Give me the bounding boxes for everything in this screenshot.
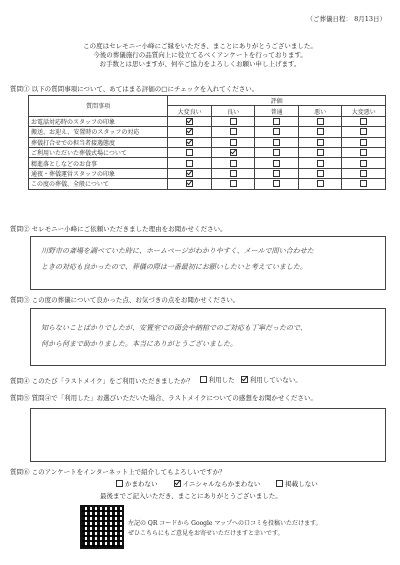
rating-cell: [211, 137, 255, 147]
option-allow[interactable]: [116, 479, 158, 488]
qr-note-line: ぜひこちらにもご意見をお寄せいただけますと幸いです。: [128, 530, 284, 537]
header-rating: 評価: [168, 96, 386, 106]
checkbox[interactable]: [273, 128, 280, 135]
funeral-date: （ご葬儀日程： 8月13日）: [306, 15, 386, 23]
checkbox[interactable]: [273, 118, 280, 125]
qr-code[interactable]: [80, 505, 124, 549]
option-label: 掲載しない: [285, 480, 318, 488]
qr-note: [128, 519, 322, 539]
checkbox[interactable]: [230, 128, 237, 135]
checkbox[interactable]: [317, 139, 324, 146]
rating-cell: [255, 158, 299, 168]
answer-box-q3[interactable]: [30, 308, 386, 366]
rating-cell: [168, 116, 212, 126]
rating-cell: [211, 147, 255, 157]
rating-cell: [168, 147, 212, 157]
handwritten-answer-line: 川野市の斎場を調べていた時に、ホームページがわかりやすく、メールで問い合わせた: [41, 247, 314, 255]
rating-table: [28, 95, 386, 190]
checkbox[interactable]: [230, 160, 237, 167]
checkbox[interactable]: [360, 118, 367, 125]
question-item: この度の葬儀、全般について: [29, 179, 168, 189]
header-item: 質問事項: [29, 96, 168, 117]
checkbox-checked[interactable]: [186, 170, 193, 177]
rating-cell: [342, 158, 386, 168]
checkbox-checked[interactable]: [230, 149, 237, 156]
qr-note-line: 左記の QR コードから Google マップへの口コミを投稿いただけます。: [128, 520, 322, 527]
rating-cell: [298, 158, 342, 168]
intro-line: この度はセレモニー小峰にご縁をいただき、まことにありがとうございました。: [83, 42, 317, 50]
checkbox[interactable]: [360, 139, 367, 146]
question-4-label: 質問④ このたび「ラストメイク」をご利用いただきましたか？: [10, 377, 194, 385]
question-5-label: 質問⑤ 質問④で「利用した」お選びいただいた場合、ラストメイクについての感想をお聞かせください。: [10, 394, 317, 402]
question-2-label: 質問② セレモニー小峰にご依頼いただきました理由をお聞かせください。: [10, 225, 227, 233]
checkbox[interactable]: [317, 128, 324, 135]
rating-cell: [168, 137, 212, 147]
option-label: 利用していない。: [249, 376, 302, 384]
intro-text: [0, 42, 400, 69]
handwritten-answer-line: 知らないことばかりでしたが、安置室での面会や納棺でのご対応も丁寧だったので、: [41, 324, 307, 332]
checkbox[interactable]: [230, 180, 237, 187]
handwritten-answer-line: 何から何まで助かりました。本当にありがとうございました。: [41, 340, 237, 348]
checkbox[interactable]: [317, 160, 324, 167]
rating-cell: [211, 158, 255, 168]
rating-cell: [168, 127, 212, 137]
question-item: お電話対応時のスタッフの印象: [29, 116, 168, 126]
checkbox[interactable]: [317, 118, 324, 125]
rating-cell: [168, 179, 212, 189]
checkbox[interactable]: [360, 170, 367, 177]
rating-cell: [342, 116, 386, 126]
checkbox-checked[interactable]: [186, 118, 193, 125]
question-6-options: [112, 479, 318, 489]
answer-box-q5[interactable]: [30, 408, 386, 462]
checkbox[interactable]: [360, 180, 367, 187]
rating-cell: [298, 127, 342, 137]
rating-cell: [168, 168, 212, 178]
question-item: ご利用いただいた葬儀式場について: [29, 147, 168, 157]
option-no-post[interactable]: [276, 479, 318, 488]
question-item: 精進落としなどのお食事: [29, 158, 168, 168]
rating-cell: [211, 179, 255, 189]
checkbox[interactable]: [186, 149, 193, 156]
table-row: [29, 168, 386, 178]
rating-cell: [298, 137, 342, 147]
rating-cell: [298, 116, 342, 126]
checkbox[interactable]: [116, 480, 123, 487]
table-row: [29, 179, 386, 189]
rating-cell: [342, 137, 386, 147]
thanks-message: 最後までご記入いただき、まことにありがとうございました。: [100, 492, 282, 500]
checkbox-checked[interactable]: [174, 480, 181, 487]
rating-cell: [255, 137, 299, 147]
question-item: 通夜・葬儀運営スタッフの印象: [29, 168, 168, 178]
intro-line: 今後の葬儀施行の品質向上に役立てるべくアンケートを行っております。: [93, 51, 307, 59]
checkbox-checked[interactable]: [241, 376, 248, 383]
rating-cell: [342, 147, 386, 157]
checkbox-checked[interactable]: [186, 128, 193, 135]
rating-cell: [342, 179, 386, 189]
checkbox[interactable]: [360, 149, 367, 156]
question-3-label: 質問③ この度の葬儀について良かった点、お気づきの点をお聞かせください。: [10, 296, 240, 304]
checkbox[interactable]: [317, 149, 324, 156]
rating-column-header: 良い: [211, 106, 255, 116]
rating-column-header: 悪い: [298, 106, 342, 116]
intro-line: お手数とは思いますが、何卒ご協力をよろしくお願い申し上げます。: [99, 60, 301, 68]
rating-cell: [168, 158, 212, 168]
option-not-used[interactable]: [241, 375, 302, 384]
checkbox[interactable]: [273, 160, 280, 167]
rating-cell: [211, 127, 255, 137]
rating-cell: [255, 127, 299, 137]
checkbox[interactable]: [360, 128, 367, 135]
option-label: かまわない: [125, 480, 158, 488]
checkbox[interactable]: [230, 139, 237, 146]
rating-column-header: 大変良い: [168, 106, 212, 116]
checkbox[interactable]: [186, 160, 193, 167]
rating-cell: [255, 179, 299, 189]
question-item: 葬儀打合せでの担当者接遇態度: [29, 137, 168, 147]
table-row: [29, 127, 386, 137]
option-used[interactable]: [200, 375, 235, 384]
checkbox-checked[interactable]: [186, 139, 193, 146]
table-row: [29, 137, 386, 147]
answer-box-q2[interactable]: [30, 236, 386, 290]
rating-cell: [211, 168, 255, 178]
rating-cell: [342, 168, 386, 178]
table-row: [29, 116, 386, 126]
checkbox[interactable]: [273, 139, 280, 146]
table-row: [29, 158, 386, 168]
rating-cell: [298, 147, 342, 157]
checkbox[interactable]: [360, 160, 367, 167]
checkbox[interactable]: [230, 118, 237, 125]
rating-column-header: 大変悪い: [342, 106, 386, 116]
checkbox[interactable]: [317, 170, 324, 177]
rating-cell: [211, 116, 255, 126]
question-1-label: 質問① 以下の質問事項について、あてはまる評価の□にチェックを入れてください。: [10, 85, 259, 93]
checkbox[interactable]: [200, 376, 207, 383]
checkbox[interactable]: [273, 170, 280, 177]
checkbox[interactable]: [230, 170, 237, 177]
option-label: イニシャルならかまわない: [182, 480, 261, 488]
rating-cell: [255, 168, 299, 178]
rating-column-header: 普通: [255, 106, 299, 116]
question-4-row: [10, 375, 302, 385]
rating-cell: [298, 179, 342, 189]
option-label: 利用した: [208, 376, 235, 384]
table-row: [29, 147, 386, 157]
checkbox[interactable]: [276, 480, 283, 487]
question-item: 搬送、お迎え、安置時のスタッフの対応: [29, 127, 168, 137]
rating-cell: [342, 127, 386, 137]
checkbox[interactable]: [317, 180, 324, 187]
handwritten-answer-line: ときの対応も良かったので、葬儀の際は一番最初にお願いしたいと考えていました。: [41, 263, 307, 271]
rating-cell: [298, 168, 342, 178]
checkbox[interactable]: [273, 180, 280, 187]
rating-cell: [255, 116, 299, 126]
question-6-label: 質問⑥ このアンケートをインターネット上で紹介してもよろしいですか？: [10, 468, 226, 476]
checkbox-checked[interactable]: [186, 180, 193, 187]
checkbox[interactable]: [273, 149, 280, 156]
option-initials[interactable]: [174, 479, 261, 488]
rating-cell: [255, 147, 299, 157]
